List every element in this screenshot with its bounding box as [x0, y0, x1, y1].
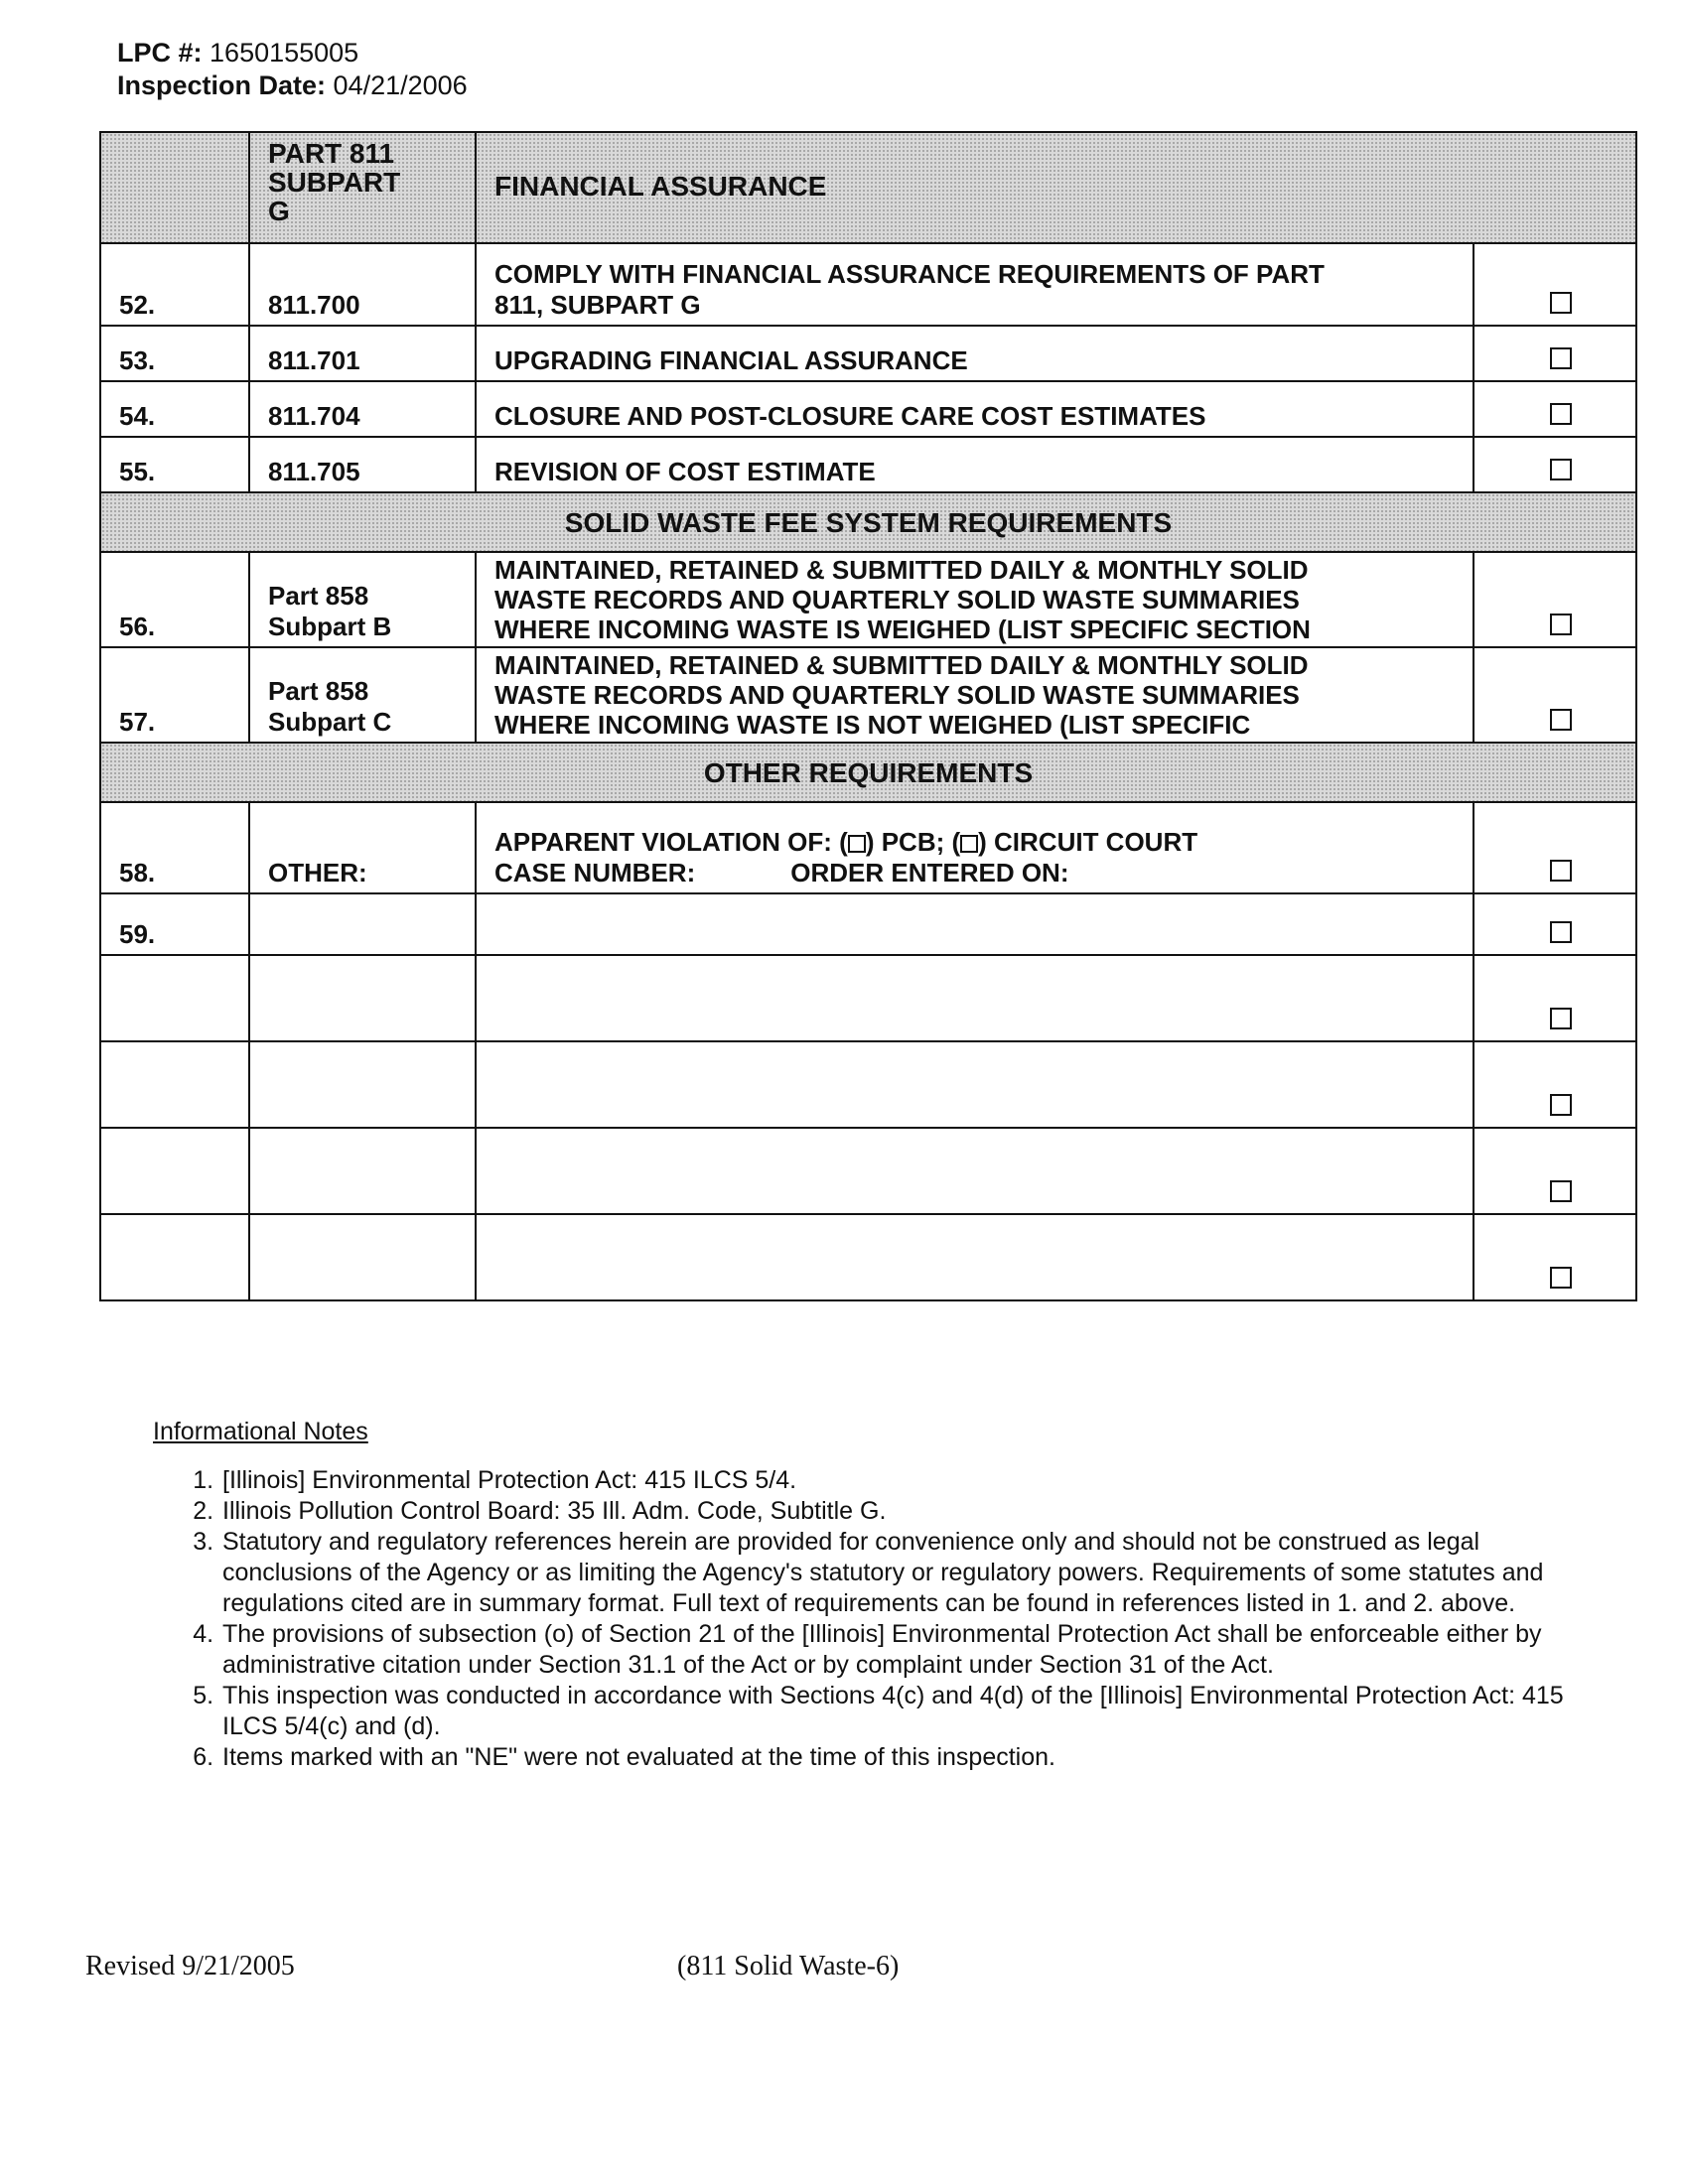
checkbox[interactable]: [1550, 709, 1572, 731]
row-number: 53.: [100, 326, 249, 381]
row-description[interactable]: [476, 1128, 1474, 1214]
checkbox-cell[interactable]: [1474, 326, 1636, 381]
row-reference[interactable]: [249, 1214, 476, 1300]
informational-notes: [153, 1465, 1591, 1773]
notes-heading: Informational Notes: [153, 1418, 368, 1445]
part-header-line: G: [268, 196, 290, 226]
table-row: [100, 955, 1636, 1041]
row-number[interactable]: [100, 955, 249, 1041]
table-row: [100, 437, 1636, 492]
table-row: [100, 243, 1636, 326]
checkbox[interactable]: [1550, 1094, 1572, 1116]
reference-line: Part 858: [268, 581, 369, 611]
row-number: 52.: [100, 243, 249, 326]
checkbox[interactable]: [1550, 459, 1572, 480]
order-entered-label: ORDER ENTERED ON:: [790, 858, 1069, 887]
description-line: 811, SUBPART G: [494, 290, 701, 320]
table-row: [100, 326, 1636, 381]
checkbox-cell[interactable]: [1474, 893, 1636, 955]
checkbox[interactable]: [1550, 921, 1572, 943]
checkbox-cell[interactable]: [1474, 381, 1636, 437]
section-title: OTHER REQUIREMENTS: [100, 743, 1636, 802]
row-number: 56.: [100, 552, 249, 647]
row-reference[interactable]: [249, 1041, 476, 1128]
table-row: [100, 381, 1636, 437]
lpc-value: 1650155005: [210, 38, 359, 68]
checkbox-cell[interactable]: [1474, 955, 1636, 1041]
reference-line: Part 858: [268, 676, 369, 706]
note-item: 4. The provisions of subsection (o) of Section 21 of the [Illinois] Environmental Protection Act shall be enforceable either by administrative citation under Section 31.1 of the Act or by complaint under Section 31 of the Act.: [220, 1619, 1591, 1681]
table-row: [100, 802, 1636, 893]
row-reference[interactable]: [249, 955, 476, 1041]
case-line: [494, 858, 1467, 888]
header-blank-cell: [100, 132, 249, 243]
section-title: SOLID WASTE FEE SYSTEM REQUIREMENTS: [100, 492, 1636, 552]
checkbox[interactable]: [1550, 1008, 1572, 1029]
lpc-number: [117, 38, 358, 68]
inspection-date-label: Inspection Date:: [117, 70, 327, 100]
description-line: MAINTAINED, RETAINED & SUBMITTED DAILY & MONTHLY SOLID: [494, 650, 1309, 680]
reference-line: Subpart B: [268, 612, 392, 641]
row-reference: [249, 647, 476, 743]
checkbox[interactable]: [1550, 1180, 1572, 1202]
checkbox[interactable]: [1550, 403, 1572, 425]
row-reference: 811.700: [249, 243, 476, 326]
violation-line: [494, 827, 1467, 858]
part-header-line: SUBPART: [268, 167, 401, 198]
lpc-label: LPC #:: [117, 38, 203, 68]
row-reference: 811.705: [249, 437, 476, 492]
reference-line: Subpart C: [268, 707, 392, 737]
row-description: [476, 243, 1474, 326]
row-description: UPGRADING FINANCIAL ASSURANCE: [476, 326, 1474, 381]
section-row: [100, 743, 1636, 802]
checkbox-cell[interactable]: [1474, 1041, 1636, 1128]
revised-date: Revised 9/21/2005: [85, 1951, 295, 1981]
table-row: [100, 552, 1636, 647]
table-row: [100, 1041, 1636, 1128]
row-reference[interactable]: [249, 1128, 476, 1214]
row-description: REVISION OF COST ESTIMATE: [476, 437, 1474, 492]
checkbox-cell[interactable]: [1474, 1128, 1636, 1214]
violation-text: ) PCB; (: [865, 827, 961, 857]
checkbox[interactable]: [1550, 860, 1572, 882]
checkbox[interactable]: [1550, 1267, 1572, 1289]
checkbox[interactable]: [1550, 292, 1572, 314]
row-description: CLOSURE AND POST-CLOSURE CARE COST ESTIMATES: [476, 381, 1474, 437]
table-row: [100, 893, 1636, 955]
note-item: 3. Statutory and regulatory references herein are provided for convenience only and should not be construed as legal conclusions of the Agency or as limiting the Agency's statutory or regulatory powers. Requirements of some statutes and regulations cited are in summary format. Full text of requirements can be found in references listed in 1. and 2. above.: [220, 1527, 1591, 1619]
row-description[interactable]: [476, 1214, 1474, 1300]
row-description[interactable]: [476, 1041, 1474, 1128]
part-header-cell: [249, 132, 476, 243]
violation-text: APPARENT VIOLATION OF: (: [494, 827, 848, 857]
checkbox-cell[interactable]: [1474, 243, 1636, 326]
row-description[interactable]: [476, 893, 1474, 955]
violation-text: ) CIRCUIT COURT: [978, 827, 1198, 857]
row-number[interactable]: [100, 1214, 249, 1300]
row-number: 54.: [100, 381, 249, 437]
part-header-line: PART 811: [268, 138, 395, 169]
row-number: 59.: [100, 893, 249, 955]
row-number: 55.: [100, 437, 249, 492]
table-row: [100, 1128, 1636, 1214]
row-number: 57.: [100, 647, 249, 743]
checkbox-cell[interactable]: [1474, 647, 1636, 743]
checkbox-cell[interactable]: [1474, 437, 1636, 492]
note-item: 2. Illinois Pollution Control Board: 35 Ill. Adm. Code, Subtitle G.: [220, 1496, 1591, 1527]
row-number[interactable]: [100, 1128, 249, 1214]
description-line: WASTE RECORDS AND QUARTERLY SOLID WASTE SUMMARIES: [494, 585, 1300, 614]
checkbox-cell[interactable]: [1474, 552, 1636, 647]
row-reference: 811.704: [249, 381, 476, 437]
case-number-label: CASE NUMBER:: [494, 858, 696, 887]
row-number[interactable]: [100, 1041, 249, 1128]
pcb-checkbox[interactable]: [848, 835, 866, 853]
inspection-date-value: 04/21/2006: [333, 70, 468, 100]
note-item: 1. [Illinois] Environmental Protection Act: 415 ILCS 5/4.: [220, 1465, 1591, 1496]
description-line: MAINTAINED, RETAINED & SUBMITTED DAILY & MONTHLY SOLID: [494, 555, 1309, 585]
row-number: 58.: [100, 802, 249, 893]
section-title: FINANCIAL ASSURANCE: [476, 132, 1636, 243]
table-row: [100, 647, 1636, 743]
table-row: [100, 1214, 1636, 1300]
page-label: (811 Solid Waste-6): [677, 1951, 900, 1981]
row-description: [476, 552, 1474, 647]
checkbox-cell[interactable]: [1474, 802, 1636, 893]
section-row: [100, 492, 1636, 552]
description-line: WHERE INCOMING WASTE IS NOT WEIGHED (LIST SPECIFIC: [494, 710, 1251, 740]
row-description: [476, 647, 1474, 743]
note-item: 6. Items marked with an "NE" were not evaluated at the time of this inspection.: [220, 1742, 1591, 1773]
note-item: 5. This inspection was conducted in accordance with Sections 4(c) and 4(d) of the [Illinois] Environmental Protection Act: 415 ILCS 5/4(c) and (d).: [220, 1681, 1591, 1742]
description-line: WASTE RECORDS AND QUARTERLY SOLID WASTE SUMMARIES: [494, 680, 1300, 710]
checkbox-cell[interactable]: [1474, 1214, 1636, 1300]
row-description[interactable]: [476, 955, 1474, 1041]
row-reference: OTHER:: [249, 802, 476, 893]
checkbox[interactable]: [1550, 347, 1572, 369]
inspection-date: [117, 70, 468, 101]
row-reference: 811.701: [249, 326, 476, 381]
row-reference: [249, 552, 476, 647]
description-line: WHERE INCOMING WASTE IS WEIGHED (LIST SPECIFIC SECTION: [494, 614, 1311, 644]
row-reference[interactable]: [249, 893, 476, 955]
table-header-row: [100, 132, 1636, 243]
description-line: COMPLY WITH FINANCIAL ASSURANCE REQUIREMENTS OF PART: [494, 259, 1325, 289]
checkbox[interactable]: [1550, 614, 1572, 635]
circuit-court-checkbox[interactable]: [960, 835, 978, 853]
checklist-table: [99, 131, 1637, 1301]
row-description: [476, 802, 1474, 893]
